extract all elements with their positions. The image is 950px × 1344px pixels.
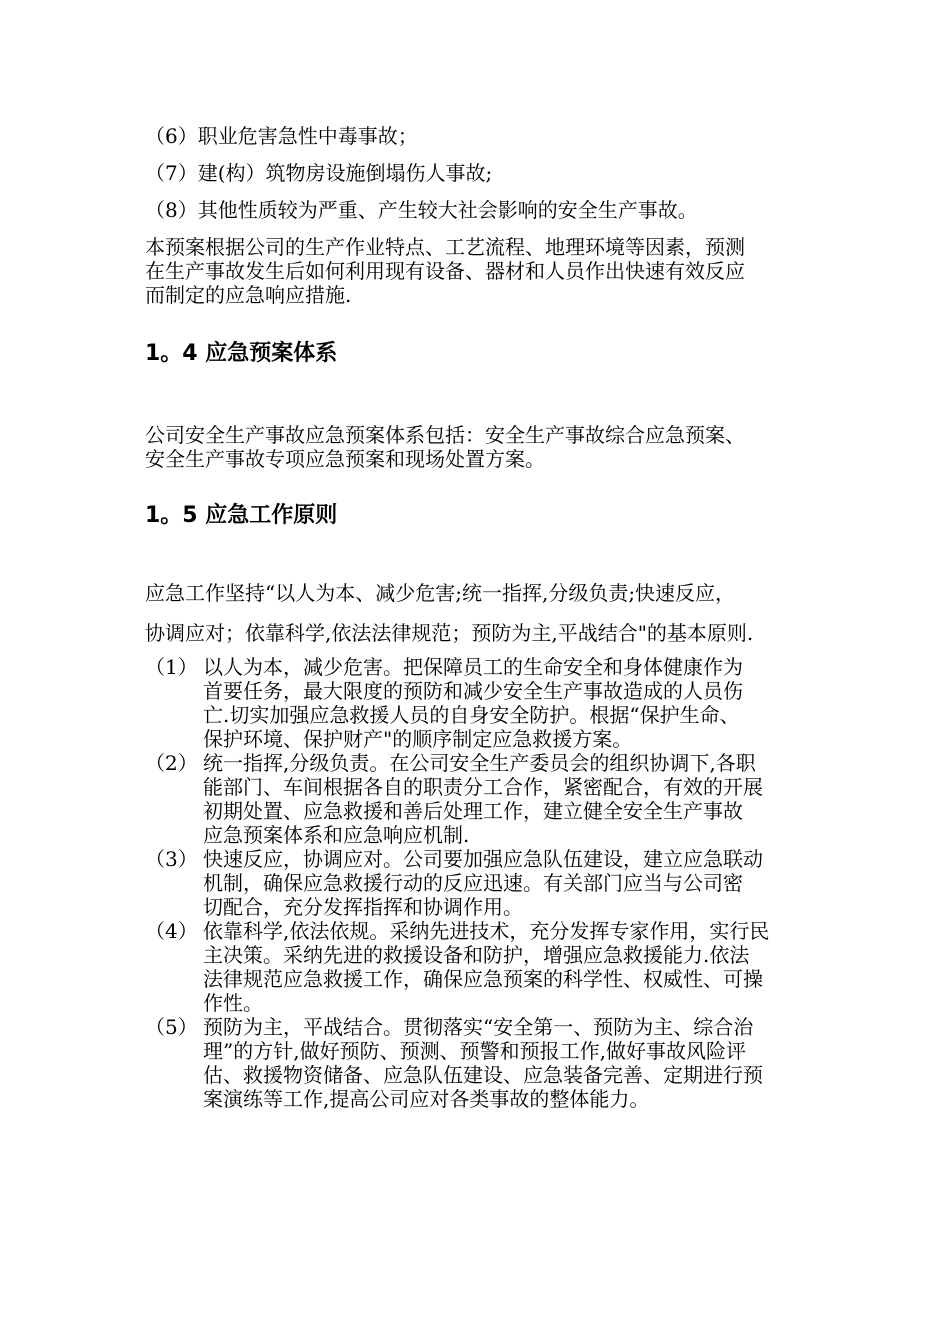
principle-line: 主决策。采纳先进的救援设备和防护，增强应急救援能力.依法 — [203, 943, 750, 967]
principle-line: 机制，确保应急救援行动的反应迅速。有关部门应当与公司密 — [203, 871, 743, 895]
principle-item — [145, 655, 815, 751]
paragraph-line: 安全生产事故专项应急预案和现场处置方案。 — [145, 447, 545, 471]
principle-item — [145, 919, 815, 1015]
principle-line: 案演练等工作,提高公司应对各类事故的整体能力。 — [203, 1087, 650, 1111]
principle-line: 预防为主，平战结合。贯彻落实“安全第一、预防为主、综合治 — [203, 1015, 754, 1039]
principle-line: 应急预案体系和应急响应机制. — [203, 823, 470, 847]
principle-line: 法律规范应急救援工作，确保应急预案的科学性、权威性、可操 — [203, 967, 763, 991]
principle-line: 统一指挥,分级负责。在公司安全生产委员会的组织协调下,各职 — [203, 751, 756, 775]
principle-number: （3） — [145, 847, 198, 871]
principle-line: 以人为本，减少危害。把保障员工的生命安全和身体健康作为 — [203, 655, 743, 679]
principle-number: （2） — [145, 751, 198, 775]
section-heading: 1。5 应急工作原则 — [145, 503, 338, 528]
principle-item — [145, 847, 815, 919]
paragraph-line: 而制定的应急响应措施. — [145, 283, 352, 307]
principle-line: 理”的方针,做好预防、预测、预警和预报工作,做好事故风险评 — [203, 1039, 746, 1063]
system-paragraph — [145, 423, 815, 471]
paragraph-line: 本预案根据公司的生产作业特点、工艺流程、地理环境等因素，预测 — [145, 235, 745, 259]
paragraph-line: 公司安全生产事故应急预案体系包括：安全生产事故综合应急预案、 — [145, 423, 745, 447]
principle-number: （4） — [145, 919, 198, 943]
principle-line: 快速反应，协调应对。公司要加强应急队伍建设，建立应急联动 — [203, 847, 763, 871]
principle-line: 切配合，充分发挥指挥和协调作用。 — [203, 895, 523, 919]
principle-number: （1） — [145, 655, 198, 679]
principle-line: 依靠科学,依法依规。采纳先进技术，充分发挥专家作用，实行民 — [203, 919, 770, 943]
principle-line: 估、救援物资储备、应急队伍建设、应急装备完善、定期进行预 — [203, 1063, 763, 1087]
principle-line: 能部门、车间根据各自的职责分工合作，紧密配合，有效的开展 — [203, 775, 763, 799]
principle-line: 作性。 — [203, 991, 263, 1015]
paragraph-line: 应急工作坚持“以人为本、减少危害;统一指挥,分级负责;快速反应， — [145, 581, 736, 605]
section-heading: 1。4 应急预案体系 — [145, 341, 338, 366]
list-item: （7）建(构）筑物房设施倒塌伤人事故; — [145, 161, 493, 185]
principle-line: 保护环境、保护财产"的顺序制定应急救援方案。 — [203, 727, 633, 751]
principle-item — [145, 751, 815, 847]
intro-paragraph — [145, 235, 815, 307]
principle-line: 亡.切实加强应急救援人员的自身安全防护。根据“保护生命、 — [203, 703, 740, 727]
principle-line: 首要任务，最大限度的预防和减少安全生产事故造成的人员伤 — [203, 679, 743, 703]
list-item: （8）其他性质较为严重、产生较大社会影响的安全生产事故。 — [145, 198, 698, 222]
paragraph-line: 在生产事故发生后如何利用现有设备、器材和人员作出快速有效反应 — [145, 259, 745, 283]
principle-line: 初期处置、应急救援和善后处理工作，建立健全安全生产事故 — [203, 799, 743, 823]
paragraph-line: 协调应对；依靠科学,依法法律规范；预防为主,平战结合"的基本原则. — [145, 621, 754, 645]
list-item: （6）职业危害急性中毒事故； — [145, 124, 418, 148]
principle-item — [145, 1015, 815, 1111]
principle-number: （5） — [145, 1015, 198, 1039]
